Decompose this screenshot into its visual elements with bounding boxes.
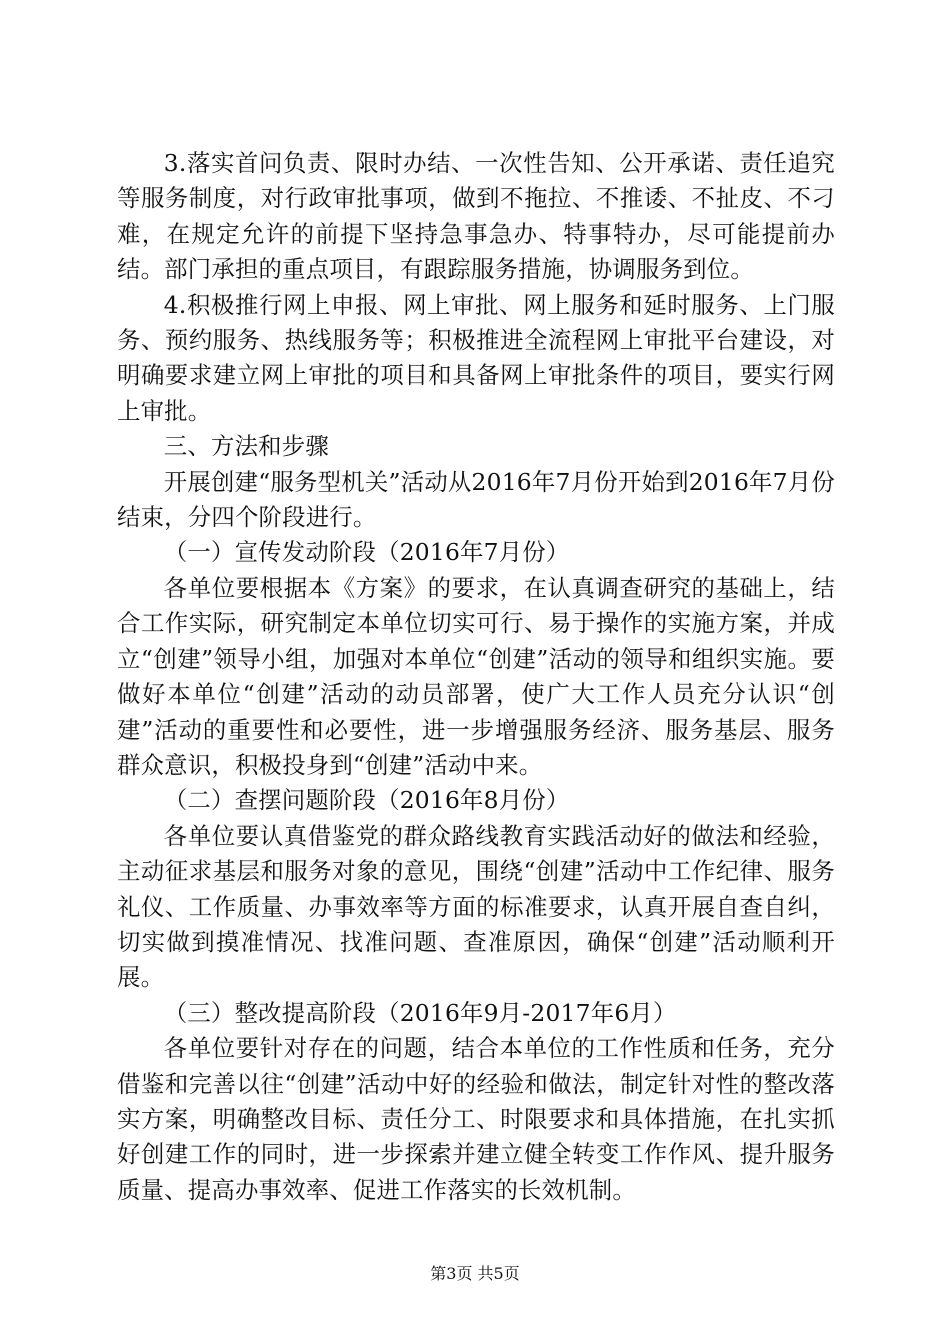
subheading-stage-2: （二）查摆问题阶段（2016年8月份） <box>163 786 570 815</box>
paragraph-item-4: 4.积极推行网上申报、网上审批、网上服务和延时服务、上门服务、预约服务、热线服务等；积极推进全流程网上审批平台建设，对明确要求建立网上审批的项目和具备网上审批条件的项目，要实行网上审批。 <box>117 290 835 425</box>
paragraph-stage-3: 各单位要针对存在的问题，结合本单位的工作性质和任务，充分借鉴和完善以往“创建”活动中好的经验和做法，制定针对性的整改落实方案，明确整改目标、责任分工、时限要求和具体措施，在扎实抓好创建工作的同时，进一步探索并建立健全转变工作作风、提升服务质量、提高办事效率、促进工作落实的长效机制。 <box>117 1034 835 1204</box>
section-heading-methods-steps: 三、方法和步骤 <box>163 432 329 461</box>
paragraph-stage-2: 各单位要认真借鉴党的群众路线教育实践活动好的做法和经验，主动征求基层和服务对象的意见，围绕“创建”活动中工作纪律、服务礼仪、工作质量、办事效率等方面的标准要求，认真开展自查自纠，切实做到摸准情况、找准问题、查准原因，确保“创建”活动顺利开展。 <box>117 821 835 992</box>
subheading-stage-1: （一）宣传发动阶段（2016年7月份） <box>163 538 570 567</box>
page-number-footer: 第3页 共5页 <box>430 1264 520 1283</box>
paragraph-stage-1: 各单位要根据本《方案》的要求，在认真调查研究的基础上，结合工作实际，研究制定本单位切实可行、易于操作的实施方案，并成立“创建”领导小组，加强对本单位“创建”活动的领导和组织实施。要做好本单位“创建”活动的动员部署，使广大工作人员充分认识“创建”活动的重要性和必要性，进一步增强服务经济、服务基层、服务群众意识，积极投身到“创建”活动中来。 <box>117 573 835 779</box>
paragraph-overview: 开展创建“服务型机关”活动从2016年7月份开始到2016年7月份结束，分四个阶段进行。 <box>117 467 835 532</box>
document-body <box>117 146 835 1208</box>
subheading-stage-3: （三）整改提高阶段（2016年9月-2017年6月） <box>163 998 677 1027</box>
paragraph-item-3: 3.落实首问负责、限时办结、一次性告知、公开承诺、责任追究等服务制度，对行政审批事项，做到不拖拉、不推诿、不扯皮、不刁难，在规定允许的前提下坚持急事急办、特事特办，尽可能提前办结。部门承担的重点项目，有跟踪服务措施，协调服务到位。 <box>117 149 835 284</box>
